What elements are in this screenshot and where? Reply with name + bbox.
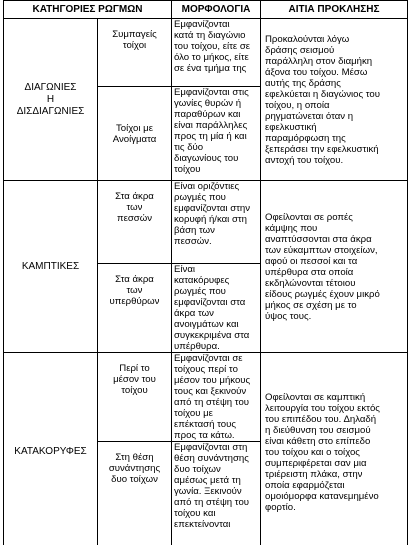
morphology-line: εμφανίζονται στην	[174, 203, 251, 214]
cause-line: μήκος σε σχέση με το	[265, 299, 357, 311]
crack-type-cell	[98, 87, 172, 181]
morphology-line: ρωγμές που	[174, 286, 226, 297]
cause-line: υπέρθυρα στα οποία	[265, 266, 354, 278]
category-cell	[4, 19, 98, 181]
crack-type-cell	[98, 353, 172, 442]
morphology-line: παραθύρων και	[174, 109, 241, 120]
morphology-line: κατακόρυφες	[174, 275, 230, 286]
cause-line: είναι κάθετη στο επίπεδο	[265, 435, 371, 447]
cause-line: Οφείλονται σε ροπές	[265, 211, 353, 223]
cause-line: αναπτύσσονται στα άκρα	[265, 233, 372, 245]
cause-line: οποία εφαρμόζεται	[265, 479, 345, 491]
morphology-line: άκρα των	[174, 308, 214, 319]
morphology-line: γωνία. Ξεκινούν	[174, 486, 242, 497]
crack-type-line: Περί το	[119, 363, 150, 374]
morphology-cell	[172, 353, 261, 442]
table-body	[4, 19, 408, 545]
morphology-line: κορυφή ή/και στη	[174, 214, 248, 225]
cause-line: εφελκύεται η διαγώνιος του	[265, 88, 380, 100]
table-row	[4, 181, 408, 264]
morphology-line: ανοιγμάτων και	[174, 319, 239, 330]
crack-type-cell	[98, 264, 172, 353]
crack-type-line: πεσσών	[116, 213, 153, 224]
cause-line: παραμόρφωση της	[265, 132, 346, 144]
morphology-line: Εμφανίζονται στις	[174, 87, 249, 98]
cause-line: εφελκυστική	[265, 121, 317, 133]
cause-line: παράλληλη στον διαμήκη	[265, 55, 373, 67]
morphology-line: τις δύο	[174, 142, 204, 153]
morphology-line: τοίχου	[174, 164, 201, 175]
table-row	[4, 353, 408, 442]
crack-type-line: Ανοίγματα	[112, 133, 157, 145]
cause-line: Προκαλούνται λόγω	[265, 33, 350, 45]
crack-type-line: τοίχου	[121, 385, 148, 396]
cause-line: αντοχή του τοίχου.	[265, 154, 344, 166]
morphology-line: πεσσών.	[174, 236, 212, 247]
cause-cell	[261, 19, 408, 181]
category-line: ΔΙΣΔΙΑΓΩΝΙΕΣ	[16, 105, 85, 117]
morphology-line: σε ένα τμήμα της	[174, 63, 247, 74]
morphology-line: επεκτείνονται	[174, 519, 231, 530]
cause-line: του τοίχου και ο τοίχος	[265, 446, 360, 458]
morphology-cell	[172, 264, 261, 353]
cause-line: ξεπεράσει την εφελκυστική	[265, 143, 379, 155]
morphology-line: ρωγμές που	[174, 192, 226, 203]
cause-line: Οφείλονται σε καμπτική	[265, 391, 366, 403]
crack-type-cell	[98, 442, 172, 545]
morphology-line: επέκτασή τους	[174, 419, 236, 430]
crack-type-line: των	[126, 202, 143, 213]
morphology-line: κατά τη διαγώνιο	[174, 30, 246, 41]
cause-line: είδους ρωγμές έχουν μικρό	[265, 288, 380, 300]
morphology-line: θέση συνάντησης	[174, 453, 249, 464]
morphology-line: διαγωνίους του	[174, 153, 239, 164]
morphology-line: Εμφανίζονται στη	[174, 442, 248, 453]
morphology-line: Εμφανίζονται	[174, 19, 230, 30]
morphology-line: γωνίες θυρών ή	[174, 98, 242, 109]
crack-type-line: Στα άκρα	[115, 191, 154, 202]
crack-type-line: Συμπαγείς	[112, 29, 157, 40]
crack-type-line: υπερθύρων	[109, 296, 160, 307]
morphology-line: μέσον του μήκους	[174, 375, 251, 386]
morphology-line: εμφανίζονται στα	[174, 297, 246, 308]
morphology-line: τοίχου με	[174, 408, 213, 419]
morphology-line: Εμφανίζονται σε	[174, 353, 243, 364]
cause-line: ρηγματώνεται όταν η	[265, 110, 354, 122]
cause-line: άξονα του τοίχου. Μέσω	[265, 66, 368, 78]
category-line: ΔΙΑΓΩΝΙΕΣ	[24, 81, 77, 93]
cause-line: εκδηλώνονται τέτοιου	[265, 277, 356, 289]
cause-line: κάμψης που	[265, 222, 318, 234]
table-row	[4, 19, 408, 87]
crack-type-line: των	[126, 285, 143, 296]
crack-type-cell	[98, 19, 172, 87]
cause-line: λειτουργία του τοίχου εκτός	[265, 402, 380, 414]
crack-type-line: μέσον του	[113, 374, 156, 385]
category-line: Η	[46, 93, 55, 105]
morphology-line: προς τη μία ή και	[174, 131, 247, 142]
crack-type-line: δυο τοίχων	[111, 474, 158, 485]
crack-type-line: τοίχοι	[122, 40, 147, 51]
header-categories: ΚΑΤΗΓΟΡΙΕΣ ΡΩΓΜΩΝ	[4, 1, 172, 19]
cause-line: αφού οι πεσσοί και τα	[265, 255, 358, 267]
cause-cell	[261, 353, 408, 545]
category-cell	[4, 181, 98, 353]
morphology-line: του τοίχου, είτε σε	[174, 41, 251, 52]
crack-type-cell	[98, 181, 172, 264]
category-line: ΚΑΤΑΚΟΡΥΦΕΣ	[14, 446, 87, 457]
morphology-line: Είναι οριζόντιες	[174, 181, 240, 192]
category-cell	[4, 353, 98, 545]
crack-categories-table	[3, 0, 408, 545]
crack-type-line: Στα άκρα	[115, 274, 154, 285]
morphology-line: από τη στέψη του	[174, 397, 250, 408]
morphology-cell	[172, 181, 261, 264]
morphology-line: όλο το μήκος, είτε	[174, 52, 249, 63]
morphology-line: τοίχους περί το	[174, 364, 238, 375]
crack-type-line: συνάντησης	[108, 463, 161, 474]
morphology-line: Είναι	[174, 264, 196, 275]
header-morphology: ΜΟΡΦΟΛΟΓΙΑ	[172, 1, 261, 19]
morphology-line: τους και ξεκινούν	[174, 386, 247, 397]
morphology-line: τοίχου και	[174, 508, 216, 519]
cause-line: αυτής της δράσης	[265, 77, 341, 89]
cause-line: συμπεριφέρεται σαν μια	[265, 457, 367, 469]
cause-line: του επιπέδου του. Δηλαδή	[265, 413, 377, 425]
morphology-line: δυο τοίχων	[174, 464, 221, 475]
cause-line: δράσης σεισμού	[265, 44, 335, 56]
cause-line: φορτίο.	[265, 501, 296, 513]
cause-line: τριέρειστη πλάκα, στην	[265, 468, 363, 480]
cause-line: τοίχου, η οποία	[265, 99, 330, 111]
crack-type-line: Στη θέση	[115, 452, 154, 463]
morphology-cell	[172, 442, 261, 545]
morphology-cell	[172, 87, 261, 181]
cause-line: η διεύθυνση του σεισμού	[265, 424, 371, 436]
morphology-line: υπέρθυρα.	[174, 341, 220, 352]
morphology-line: είναι παράλληλες	[174, 120, 248, 131]
cause-cell	[261, 181, 408, 353]
cause-line: ομοιόμορφα κατανεμημένο	[265, 490, 379, 502]
category-line: ΚΑΜΠΤΙΚΕΣ	[21, 260, 80, 272]
morphology-line: βάση των	[174, 225, 215, 236]
morphology-line: προς τα κάτω.	[174, 430, 235, 441]
header-cause: ΑΙΤΙΑ ΠΡΟΚΛΗΣΗΣ	[261, 1, 408, 19]
crack-type-line: Τοίχοι με	[116, 122, 153, 134]
morphology-line: συγκεκριμένα στα	[174, 330, 250, 341]
morphology-line: από τη στέψη του	[174, 497, 250, 508]
cause-line: των εύκαμπτων στοιχείων,	[265, 244, 378, 256]
cause-line: ύψος τους.	[265, 310, 312, 322]
morphology-line: αμέσως μετά τη	[174, 475, 241, 486]
morphology-cell	[172, 19, 261, 87]
table-header-row	[4, 1, 408, 19]
